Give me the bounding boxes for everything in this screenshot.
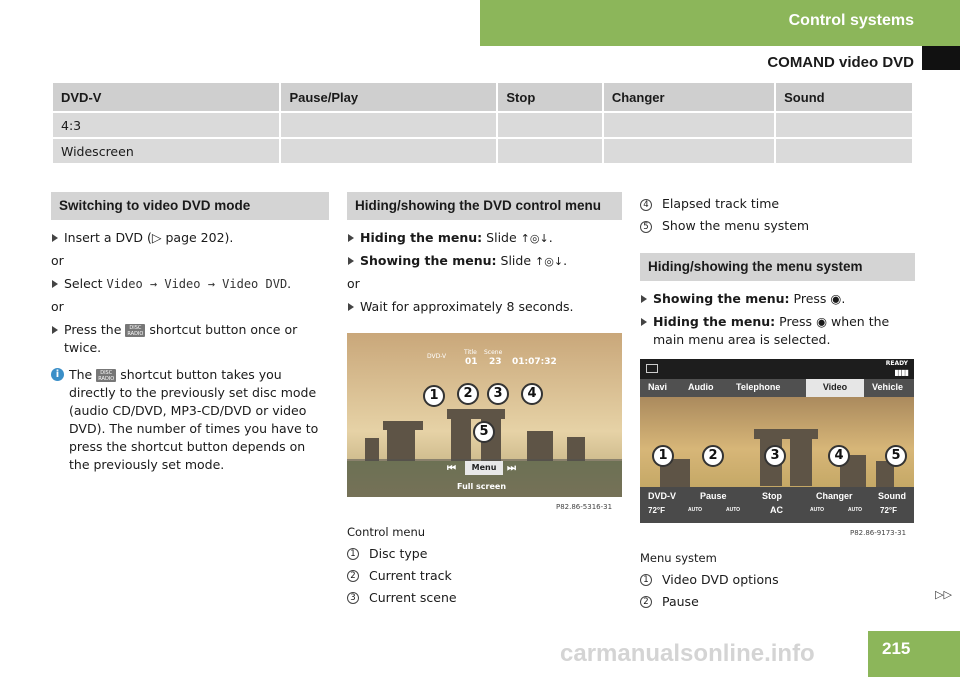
list-item: 3 Current scene — [347, 589, 622, 607]
auto-right-1: AUTO — [810, 507, 825, 513]
stone — [754, 429, 818, 439]
or-text: or — [347, 275, 360, 291]
table-header: Sound — [776, 83, 912, 111]
callout-3: 3 — [764, 445, 786, 467]
number-badge: 2 — [640, 596, 652, 608]
step-show-menu: Showing the menu: Slide ↑◎↓. — [347, 252, 622, 270]
slide-controller-icon: ↑◎↓ — [520, 231, 549, 245]
callout-5: 5 — [885, 445, 907, 467]
step-hide-menu: Hiding the menu: Slide ↑◎↓. — [347, 229, 622, 247]
auto-left-1: AUTO — [688, 507, 703, 513]
column-video-dvd-mode — [51, 192, 329, 474]
step-show-menu-system: Showing the menu: Press ◉. — [640, 290, 915, 308]
section-heading: Hiding/showing the menu system — [640, 253, 915, 281]
number-badge: 1 — [640, 574, 652, 586]
number-badge: 1 — [347, 548, 359, 560]
watermark: carmanualsonline.info — [560, 640, 815, 667]
number-badge: 4 — [640, 199, 652, 211]
column-menu-system — [640, 195, 915, 349]
image-code: P82.86-5316-31 — [556, 503, 613, 511]
table-header: Changer — [604, 83, 774, 111]
tab-vehicle[interactable]: Vehicle — [872, 382, 904, 392]
table-cell — [281, 111, 496, 137]
caption: Menu system — [640, 551, 717, 565]
display-icon — [646, 364, 658, 373]
list-item: 2 Pause — [640, 593, 915, 611]
header-marker — [922, 46, 960, 70]
table-cell — [604, 137, 774, 163]
subsection-title: COMAND video DVD — [767, 54, 914, 71]
stone — [383, 421, 423, 430]
stop-option[interactable]: Stop — [762, 491, 782, 501]
callout-4: 4 — [828, 445, 850, 467]
scene-label: Scene — [484, 349, 503, 356]
callout-1: 1 — [423, 385, 445, 407]
table-cell — [498, 111, 601, 137]
press-controller-icon: ◉ — [830, 290, 842, 306]
disc-radio-button-icon: DISC RADIO — [96, 369, 116, 382]
list-item: 1 Disc type — [347, 545, 622, 563]
menu-system-legend — [640, 550, 915, 611]
auto-left-2: AUTO — [726, 507, 741, 513]
or-text: or — [51, 252, 64, 268]
table-header: Stop — [498, 83, 601, 111]
elapsed-time: 01:07:32 — [512, 357, 557, 367]
or-text: or — [51, 299, 64, 315]
info-icon: i — [51, 368, 64, 381]
changer-option[interactable]: Changer — [816, 491, 853, 501]
section-heading: Hiding/showing the DVD control menu — [347, 192, 622, 220]
stone — [790, 436, 812, 486]
table-cell: Widescreen — [53, 137, 279, 163]
step-hide-menu-system: Hiding the menu: Press ◉ when the main menu area is selected. — [640, 313, 915, 349]
step-select-video: Select Video → Video → Video DVD. — [51, 275, 329, 293]
tab-video[interactable]: Video — [806, 379, 864, 397]
table-cell — [498, 137, 601, 163]
table-cell — [604, 111, 774, 137]
page-number: 215 — [868, 631, 960, 677]
callout-4: 4 — [521, 383, 543, 405]
temp-right: 72°F — [880, 506, 897, 515]
number-badge: 5 — [640, 221, 652, 233]
ac-status: AC — [770, 505, 783, 515]
status-bar — [640, 359, 914, 379]
callout-5: 5 — [473, 421, 495, 443]
control-menu-legend — [347, 524, 622, 607]
pause-option[interactable]: Pause — [700, 491, 727, 501]
callout-2: 2 — [702, 445, 724, 467]
dvd-function-bar — [640, 487, 914, 523]
table-header: Pause/Play — [281, 83, 496, 111]
number-badge: 2 — [347, 570, 359, 582]
skip-forward-icon[interactable]: ⏭ — [507, 463, 516, 474]
main-menu-tabs — [640, 379, 914, 397]
table-cell — [776, 111, 912, 137]
table-cell — [281, 137, 496, 163]
menu-button[interactable]: Menu — [465, 461, 503, 475]
title-value: 01 — [465, 357, 478, 367]
section-title: Control systems — [788, 12, 914, 29]
list-item: 1 Video DVD options — [640, 571, 915, 589]
signal-icon: ▮▮▮▮ — [894, 368, 908, 377]
table-row — [53, 137, 912, 163]
temp-left: 72°F — [648, 506, 665, 515]
section-heading: Switching to video DVD mode — [51, 192, 329, 220]
step-insert-dvd: Insert a DVD (▷ page 202). — [51, 229, 329, 247]
dvd-v-option[interactable]: DVD-V — [648, 491, 677, 501]
tab-audio[interactable]: Audio — [688, 382, 714, 392]
table-row — [53, 111, 912, 137]
list-item: 2 Current track — [347, 567, 622, 585]
image-code: P82.86-9173-31 — [850, 529, 907, 537]
callout-1: 1 — [652, 445, 674, 467]
step-press-disc: Press the DISC RADIO shortcut button once or twice. — [51, 321, 329, 357]
title-label: Title — [464, 349, 477, 356]
table-cell — [776, 137, 912, 163]
tab-navi[interactable]: Navi — [648, 382, 668, 392]
ready-status: READY — [885, 360, 908, 367]
stone — [447, 409, 505, 419]
menu-options-table — [51, 83, 914, 163]
info-note: i The DISC RADIO shortcut button takes you directly to the previously set disc mode (audio CD/DVD, MP3-CD/DVD or video DVD). The number of times you have to press the shortcut button depends on the previously set mode. — [51, 366, 329, 475]
scene-value: 23 — [489, 357, 502, 367]
list-item: 4 Elapsed track time — [640, 195, 915, 213]
number-badge: 3 — [347, 592, 359, 604]
callout-2: 2 — [457, 383, 479, 405]
table-header-row — [53, 83, 912, 111]
full-screen-button[interactable]: Full screen — [457, 482, 507, 491]
step-wait: Wait for approximately 8 seconds. — [347, 298, 622, 316]
table-cell: 4:3 — [53, 111, 279, 137]
disc-type-label: DVD-V — [427, 353, 447, 360]
control-menu-picture — [347, 333, 622, 497]
table-header: DVD-V — [53, 83, 279, 111]
tab-telephone[interactable]: Telephone — [736, 382, 781, 392]
disc-radio-button-icon: DISC RADIO — [125, 324, 145, 337]
press-controller-icon: ◉ — [816, 313, 827, 329]
menu-system-picture — [640, 359, 914, 523]
continue-arrows-icon: ▷▷ — [935, 588, 952, 601]
skip-back-icon[interactable]: ⏮ — [447, 463, 456, 474]
sound-option[interactable]: Sound — [878, 491, 906, 501]
caption: Control menu — [347, 525, 426, 539]
column-dvd-control-menu — [347, 192, 622, 316]
callout-3: 3 — [487, 383, 509, 405]
slide-controller-icon: ↑◎↓ — [535, 254, 564, 268]
auto-right-2: AUTO — [848, 507, 863, 513]
menu-path: Video → Video → Video DVD — [106, 276, 288, 291]
list-item: 5 Show the menu system — [640, 217, 915, 235]
